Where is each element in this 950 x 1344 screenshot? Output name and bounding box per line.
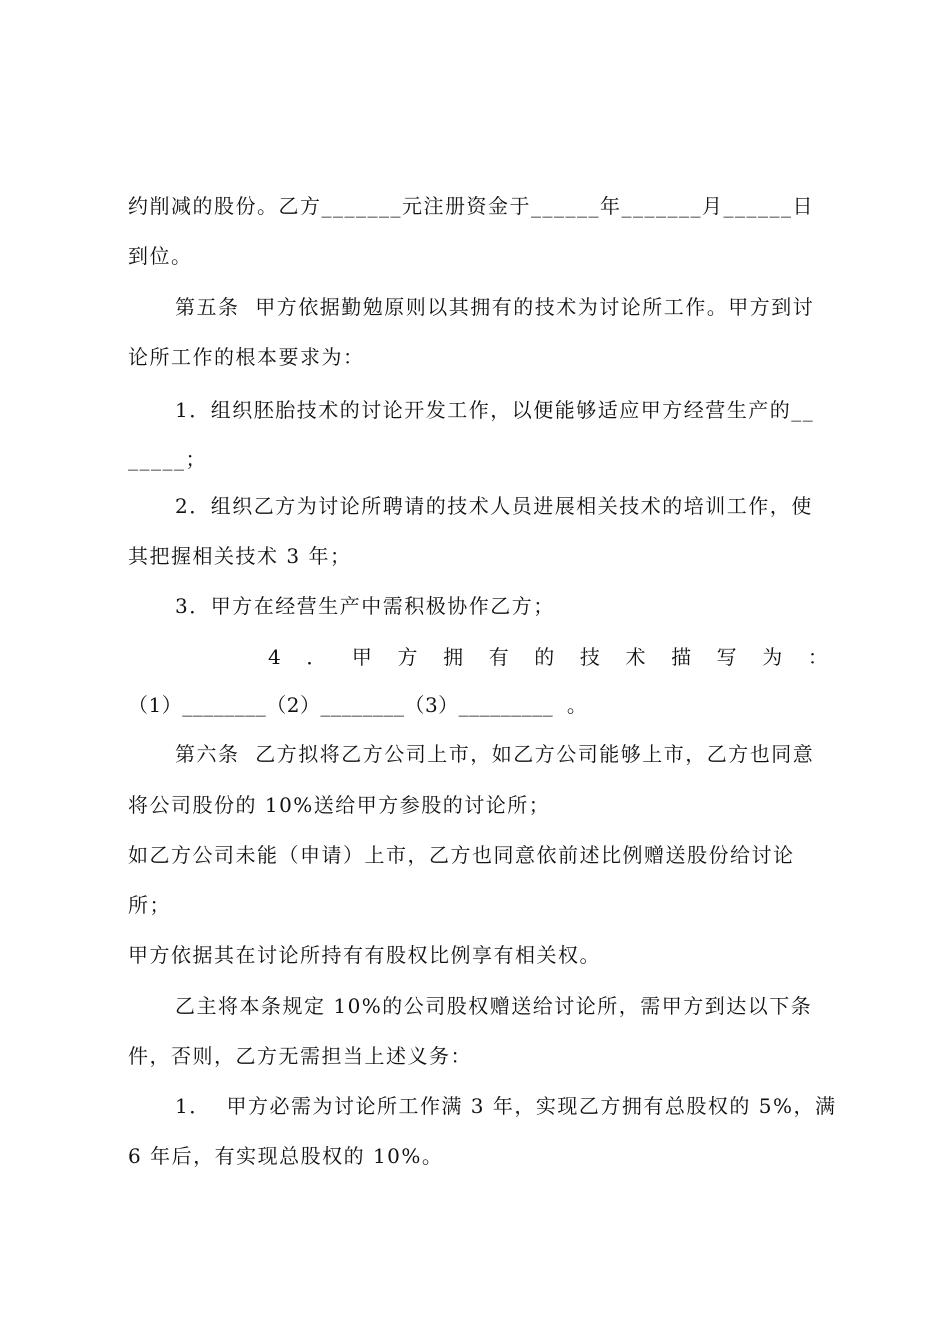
text-line-16: 乙主将本条规定 10%的公司股权赠送给讨论所，需甲方到达以下条 — [175, 994, 813, 1018]
list-item-2: 2．组织乙方为讨论所聘请的技术人员进展相关技术的培训工作，使 — [175, 494, 813, 518]
list-item-4-char: 的 — [534, 645, 555, 669]
list-item-4-char: ． — [306, 645, 327, 669]
list-item-4-char: 技 — [579, 645, 600, 669]
list-item-3: 3．甲方在经营生产中需积极协作乙方； — [175, 594, 555, 618]
article-5-heading: 第五条 甲方依据勤勉原则以其拥有的技术为讨论所工作。甲方到讨 — [175, 295, 815, 319]
list-item-4-char: 描 — [671, 645, 692, 669]
list-item-1: 1．组织胚胎技术的讨论开发工作，以便能够适应甲方经营生产的__ — [175, 398, 815, 422]
list-item-4-blanks: （1）________（2）________（3）_________ 。 — [128, 693, 588, 717]
text-line-2: 到位。 — [128, 244, 193, 268]
list-item-4-char: 术 — [625, 645, 646, 669]
text-line-4: 论所工作的根本要求为： — [128, 345, 365, 369]
list-item-4-char: 为 — [762, 645, 783, 669]
list-item-4-char: 有 — [488, 645, 509, 669]
list-item-4-char: 方 — [397, 645, 418, 669]
list-item-4-char: 4 — [268, 645, 281, 669]
list-item-4-char: ： — [807, 645, 828, 669]
list-item-4-char: 甲 — [351, 645, 372, 669]
condition-item-1-cont: 6 年后，有实现总股权的 10%。 — [128, 1144, 444, 1168]
list-item-1-cont: _____； — [128, 447, 207, 471]
text-line-13: 如乙方公司未能（申请）上市，乙方也同意依前述比例赠送股份给讨论 — [128, 843, 795, 867]
list-item-4-char: 拥 — [443, 645, 464, 669]
text-line-12: 将公司股份的 10%送给甲方参股的讨论所； — [128, 793, 551, 817]
text-line-17: 件，否则，乙方无需担当上述义务： — [128, 1044, 472, 1068]
article-6-heading: 第六条 乙方拟将乙方公司上市，如乙方公司能够上市，乙方也同意 — [175, 742, 815, 766]
condition-item-1: 1． 甲方必需为讨论所工作满 3 年，实现乙方拥有总股权的 5%，满 — [175, 1094, 837, 1118]
list-item-4-char: 写 — [716, 645, 737, 669]
text-line-1: 约削减的股份。乙方_______元注册资金于______年_______月______日 — [128, 194, 814, 218]
list-item-2-cont: 其把握相关技术 3 年； — [128, 544, 352, 568]
list-item-4 — [268, 645, 828, 669]
text-line-14: 所； — [128, 893, 171, 917]
text-line-15: 甲方依据其在讨论所持有有股权比例享有相关权。 — [128, 943, 601, 967]
